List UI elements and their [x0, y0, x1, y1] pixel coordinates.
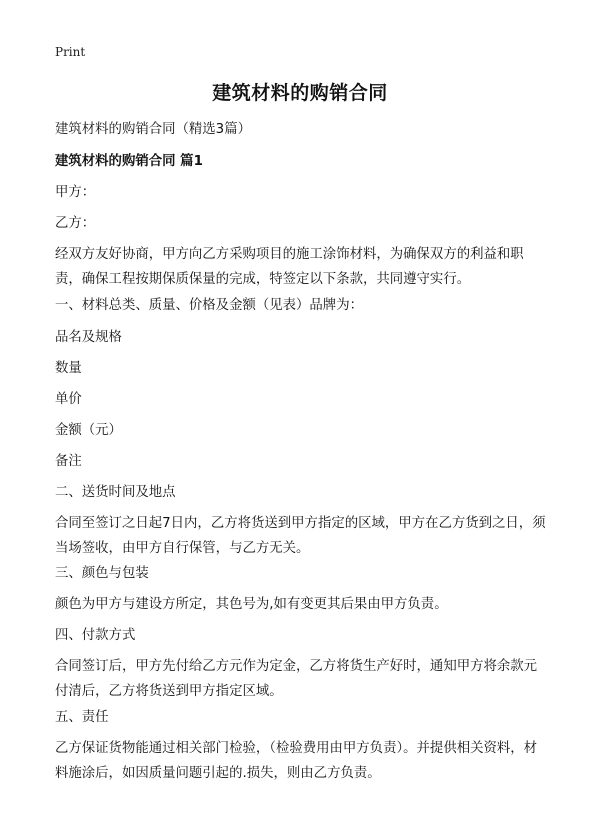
clause-2-body: 合同至签订之日起7日内，乙方将货送到甲方指定的区域，甲方在乙方货到之日，须当场签收，由甲方自行保管，与乙方无关。 [55, 516, 546, 556]
print-link[interactable]: Print [55, 45, 86, 59]
clause-4-body: 合同签订后，甲方先付给乙方元作为定金，乙方将货生产好时，通知甲方将余款元付清后，乙方将货送到甲方指定区域。 [55, 659, 538, 699]
document-title: 建筑材料的购销合同 [212, 82, 388, 104]
field-quantity: 数量 [55, 361, 82, 376]
clause-5-body: 乙方保证货物能通过相关部门检验，（检验费用由甲方负责）。并提供相关资料，材料施涂后，如因质量问题引起的.损失，则由乙方负责。 [55, 741, 538, 781]
field-name-spec: 品名及规格 [55, 330, 122, 345]
section-heading: 建筑材料的购销合同 篇1 [55, 154, 203, 169]
field-unit-price: 单价 [55, 392, 82, 407]
clause-5-heading: 五、责任 [55, 710, 109, 725]
clause-3-body: 颜色为甲方与建设方所定，其色号为,如有变更其后果由甲方负责。 [55, 597, 448, 612]
field-remarks: 备注 [55, 454, 82, 469]
party-a-label: 甲方： [55, 185, 96, 200]
clause-3-heading: 三、颜色与包装 [55, 566, 149, 581]
document-subtitle: 建筑材料的购销合同（精选3篇） [55, 122, 251, 137]
field-amount: 金额（元） [55, 423, 122, 438]
clause-1-heading: 一、材料总类、质量、价格及金额（见表）品牌为： [55, 298, 363, 313]
party-b-label: 乙方： [55, 216, 96, 231]
clause-4-heading: 四、付款方式 [55, 628, 136, 643]
intro-paragraph: 经双方友好协商，甲方向乙方采购项目的施工涂饰材料，为确保双方的利益和职责，确保工程按期保质保量的完成，特签定以下条款，共同遵守实行。 [55, 247, 524, 287]
clause-2-heading: 二、送货时间及地点 [55, 485, 176, 500]
